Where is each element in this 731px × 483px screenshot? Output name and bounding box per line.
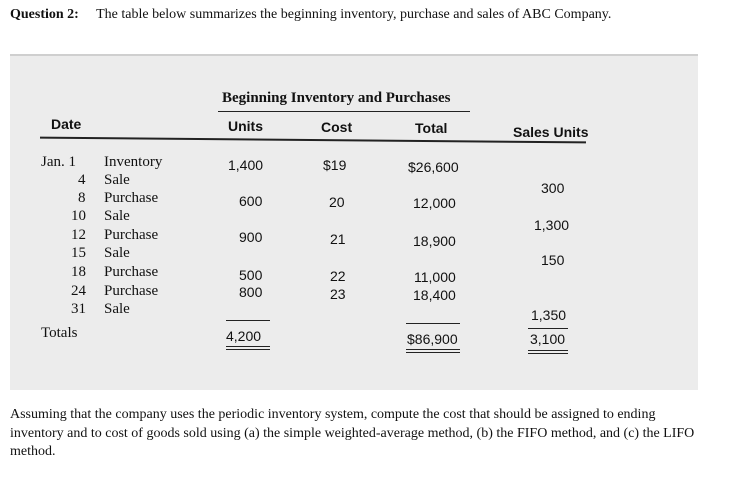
totals-units: 4,200 bbox=[226, 328, 262, 344]
total-sum-rule bbox=[406, 323, 460, 324]
row-date: 8 bbox=[78, 190, 86, 206]
row-description: Sale bbox=[104, 245, 130, 261]
row-cost: 21 bbox=[330, 231, 346, 247]
header-sales-units: Sales Units bbox=[513, 124, 589, 140]
row-sales: 300 bbox=[541, 180, 565, 196]
inventory-table-image bbox=[10, 54, 698, 390]
row-description: Sale bbox=[104, 208, 130, 224]
row-sales: 1,300 bbox=[534, 217, 570, 233]
row-units: 800 bbox=[239, 284, 263, 300]
row-description: Sale bbox=[104, 301, 130, 317]
row-date: 18 bbox=[71, 264, 86, 280]
row-date: 24 bbox=[71, 283, 86, 299]
row-total: 18,900 bbox=[413, 233, 456, 249]
row-date: 31 bbox=[71, 301, 86, 317]
row-units: 600 bbox=[239, 193, 263, 209]
units-sum-rule bbox=[226, 320, 270, 321]
totals-label: Totals bbox=[41, 325, 78, 341]
row-date: 12 bbox=[71, 227, 86, 243]
row-sales: 150 bbox=[541, 252, 565, 268]
row-units: 500 bbox=[239, 267, 263, 283]
row-date: 15 bbox=[71, 245, 86, 261]
header-total: Total bbox=[415, 120, 448, 136]
row-description: Inventory bbox=[104, 154, 163, 170]
row-cost: $19 bbox=[323, 157, 347, 173]
question-text: The table below summarizes the beginning inventory, purchase and sales of ABC Company. bbox=[96, 7, 612, 22]
row-date: Jan. 1 bbox=[41, 154, 76, 170]
row-sales: 1,350 bbox=[531, 307, 567, 323]
question-label: Question 2: bbox=[10, 7, 79, 22]
totals-sales: 3,100 bbox=[530, 331, 566, 347]
row-description: Purchase bbox=[104, 227, 159, 243]
table-caption: Beginning Inventory and Purchases bbox=[222, 90, 451, 106]
row-cost: 23 bbox=[330, 286, 346, 302]
row-units: 900 bbox=[239, 229, 263, 245]
row-cost: 22 bbox=[330, 268, 346, 284]
row-total: 11,000 bbox=[414, 269, 456, 285]
header-date: Date bbox=[51, 116, 82, 132]
row-units: 1,400 bbox=[228, 157, 264, 173]
row-description: Purchase bbox=[104, 264, 159, 280]
row-date: 4 bbox=[78, 172, 86, 188]
header-cost: Cost bbox=[321, 119, 353, 135]
question-line bbox=[10, 7, 611, 23]
row-date: 10 bbox=[71, 208, 86, 224]
caption-rule bbox=[218, 111, 470, 112]
instruction-text: Assuming that the company uses the periodic inventory system, compute the cost that should be assigned to ending inventory and to cost of goods sold using (a) the simple weighted-average method, (b) the FIFO method, and (c) the LIFO method. bbox=[10, 407, 695, 459]
row-description: Sale bbox=[104, 172, 130, 188]
row-total: $26,600 bbox=[408, 159, 459, 175]
totals-total: $86,900 bbox=[407, 331, 458, 347]
row-cost: 20 bbox=[329, 194, 345, 210]
sales-sum-rule bbox=[528, 328, 568, 329]
row-description: Purchase bbox=[104, 283, 159, 299]
row-description: Purchase bbox=[104, 190, 159, 206]
row-total: 12,000 bbox=[413, 195, 456, 211]
header-units: Units bbox=[228, 118, 263, 134]
row-total: 18,400 bbox=[413, 287, 456, 303]
